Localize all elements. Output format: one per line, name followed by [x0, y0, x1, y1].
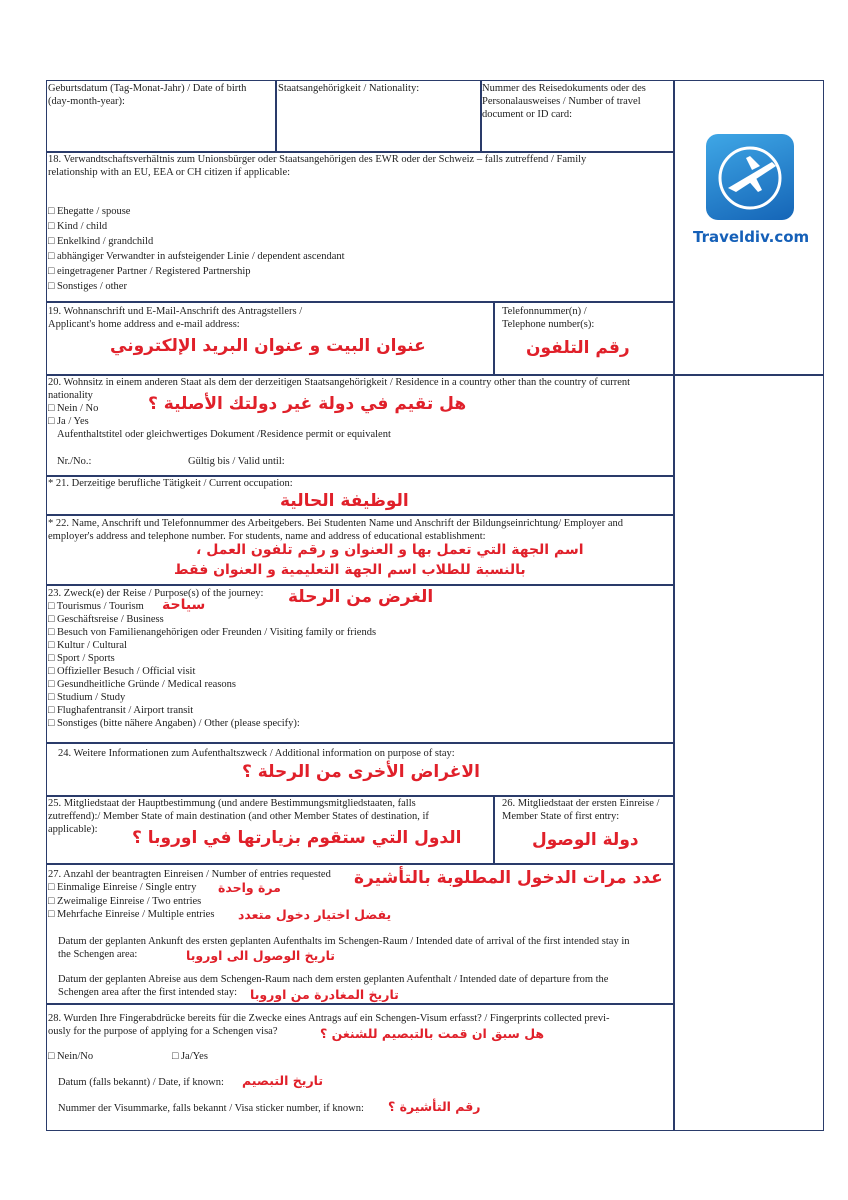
fingerprint-date-arabic-note: تاريخ التبصيم — [242, 1073, 324, 1088]
divider — [275, 81, 277, 152]
home-address-label: 19. Wohnanschrift und E-Mail-Anschrift des Antragstellers / Applicant's home address and e-mail address: — [48, 306, 303, 330]
visa-sticker-arabic-note: رقم التأشيرة ؟ — [388, 1099, 481, 1114]
nationality-label: Staatsangehörigkeit / Nationality: — [278, 83, 420, 94]
multiple-entries-option[interactable]: □ Mehrfache Einreise / Multiple entries — [48, 909, 215, 920]
divider — [47, 301, 675, 303]
fingerprints-yes-option[interactable]: □ Ja/Yes — [172, 1051, 208, 1062]
divider — [47, 863, 675, 865]
single-entry-arabic-note: مرة واحدة — [218, 880, 281, 895]
family-relationship-options[interactable]: □ Ehegatte / spouse □ Kind / child □ Enkelkind / grandchild □ abhängiger Verwandter in aufsteigender Linie / dependent ascendant □ eingetragener Partner / Registered Partnership □ Sonstiges / other — [48, 206, 345, 292]
divider — [673, 81, 675, 1130]
plane-globe-logo-icon — [706, 134, 794, 220]
purpose-title: 23. Zweck(e) der Reise / Purpose(s) of the journey: — [48, 588, 264, 599]
divider — [47, 584, 675, 586]
divider — [493, 301, 495, 375]
fingerprints-arabic-note: هل سبق ان قمت بالتبصيم للشنغن ؟ — [320, 1026, 545, 1041]
home-address-arabic-note: عنوان البيت و عنوان البريد الإلكتروني — [110, 336, 426, 356]
plane-globe-logo-icon — [706, 134, 794, 220]
tourism-arabic-note: سياحة — [162, 597, 206, 613]
logo-text: Traveldiv.com — [693, 228, 810, 246]
residence-arabic-note: هل تقيم في دولة غير دولتك الأصلية ؟ — [148, 394, 467, 414]
additional-info-label: 24. Weitere Informationen zum Aufenthaltszweck / Additional information on purpose of stay: — [58, 748, 455, 759]
telephone-label: Telefonnummer(n) / Telephone number(s): — [502, 306, 595, 330]
fingerprints-title: 28. Wurden Ihre Fingerabdrücke bereits für die Zwecke eines Antrags auf ein Schengen-Visum erfasst? / Fingerprints collected previ- ously for the purpose of applying for a Schengen visa? — [48, 1013, 610, 1037]
arrival-date-arabic-note: تاريخ الوصول الى اوروبا — [186, 948, 335, 963]
residence-no-option[interactable]: □ Nein / No — [48, 403, 99, 414]
departure-date-arabic-note: تاريخ المغادرة من اوروبا — [250, 987, 399, 1002]
two-entries-option[interactable]: □ Zweimalige Einreise / Two entries — [48, 896, 202, 907]
residence-valid-label: Gültig bis / Valid until: — [188, 456, 285, 467]
family-relationship-title: 18. Verwandtschaftsverhältnis zum Unionsbürger oder Staatsangehörigen des EWR oder der Schweiz – falls zutreffend / Family relationship with an EU, EEA or CH citizen if applicable: — [48, 154, 587, 178]
residence-title: 20. Wohnsitz in einem anderen Staat als dem der derzeitigen Staatsangehörigkeit / Residence in a country other than the country of current nationality — [48, 377, 631, 401]
divider — [47, 742, 675, 744]
residence-number-label: Nr./No.: — [57, 456, 92, 467]
employer-arabic-note-1: اسم الجهة التي تعمل بها و العنوان و رقم تلفون العمل ، — [196, 542, 584, 558]
single-entry-option[interactable]: □ Einmalige Einreise / Single entry — [48, 882, 197, 893]
first-entry-label: 26. Mitgliedstaat der ersten Einreise / Member State of first entry: — [502, 798, 660, 822]
main-destination-arabic-note: الدول التي ستقوم بزيارتها في اوروبا ؟ — [132, 828, 462, 848]
arrival-date-label: Datum der geplanten Ankunft des ersten geplanten Aufenthalts im Schengen-Raum / Intended date of arrival of the first intended stay in the Schengen area: — [58, 936, 630, 960]
departure-date-label: Datum der geplanten Abreise aus dem Schengen-Raum nach dem ersten geplanten Aufenthalt / Intended date of departure from the Schengen area after the first intended stay: — [58, 974, 609, 998]
residence-permit-label: Aufenthaltstitel oder gleichwertiges Dokument /Residence permit or equivalent — [57, 429, 391, 440]
occupation-arabic-note: الوظيفة الحالية — [280, 491, 409, 511]
first-entry-arabic-note: دولة الوصول — [532, 830, 639, 850]
main-destination-label: 25. Mitgliedstaat der Hauptbestimmung (und andere Bestimmungsmitgliedstaaten, falls zutreffend):/ Member State of main destination (and other Member States of destination, if applicable): — [48, 798, 429, 835]
purpose-options[interactable]: □ Tourismus / Tourism □ Geschäftsreise / Business □ Besuch von Familienangehörigen oder Freunden / Visiting family or friends □ Kultur / Cultural □ Sport / Sports □ Offizieller Besuch / Official visit □ Gesundheitliche Gründe / Medical reasons □ Studium / Study □ Flughafentransit / Airport transit □ Sonstiges (bitte nähere Angaben) / Other (please specify): — [48, 601, 377, 729]
entries-title: 27. Anzahl der beantragten Einreisen / Number of entries requested — [48, 869, 331, 880]
entries-arabic-note: عدد مرات الدخول المطلوبة بالتأشيرة — [354, 868, 663, 888]
travel-document-label: Nummer des Reisedokuments oder des Personalausweises / Number of travel document or ID card: — [482, 83, 646, 120]
divider — [47, 514, 675, 516]
fingerprints-no-option[interactable]: □ Nein/No — [48, 1051, 94, 1062]
purpose-arabic-note: الغرض من الرحلة — [288, 587, 434, 607]
employer-label: * 22. Name, Anschrift und Telefonnummer des Arbeitgebers. Bei Studenten Name und Anschrift der Bildungseinrichtung/ Employer and employer's address and telephone number. For students, name and address of educational establishment: — [48, 518, 623, 542]
telephone-arabic-note: رقم التلفون — [526, 338, 630, 358]
visa-sticker-label: Nummer der Visummarke, falls bekannt / Visa sticker number, if known: — [58, 1103, 364, 1114]
residence-yes-option[interactable]: □ Ja / Yes — [48, 416, 89, 427]
additional-info-arabic-note: الاغراض الأخرى من الرحلة ؟ — [242, 762, 480, 782]
employer-arabic-note-2: بالنسبة للطلاب اسم الجهة التعليمية و العنوان فقط — [174, 562, 526, 578]
fingerprint-date-label: Datum (falls bekannt) / Date, if known: — [58, 1077, 224, 1088]
divider — [47, 1003, 675, 1005]
divider — [493, 795, 495, 864]
dob-label: Geburtsdatum (Tag-Monat-Jahr) / Date of birth (day-month-year): — [48, 83, 247, 107]
multiple-entries-arabic-note: يفضل اختيار دخول متعدد — [238, 907, 392, 922]
occupation-label: * 21. Derzeitige berufliche Tätigkeit / Current occupation: — [48, 478, 293, 489]
